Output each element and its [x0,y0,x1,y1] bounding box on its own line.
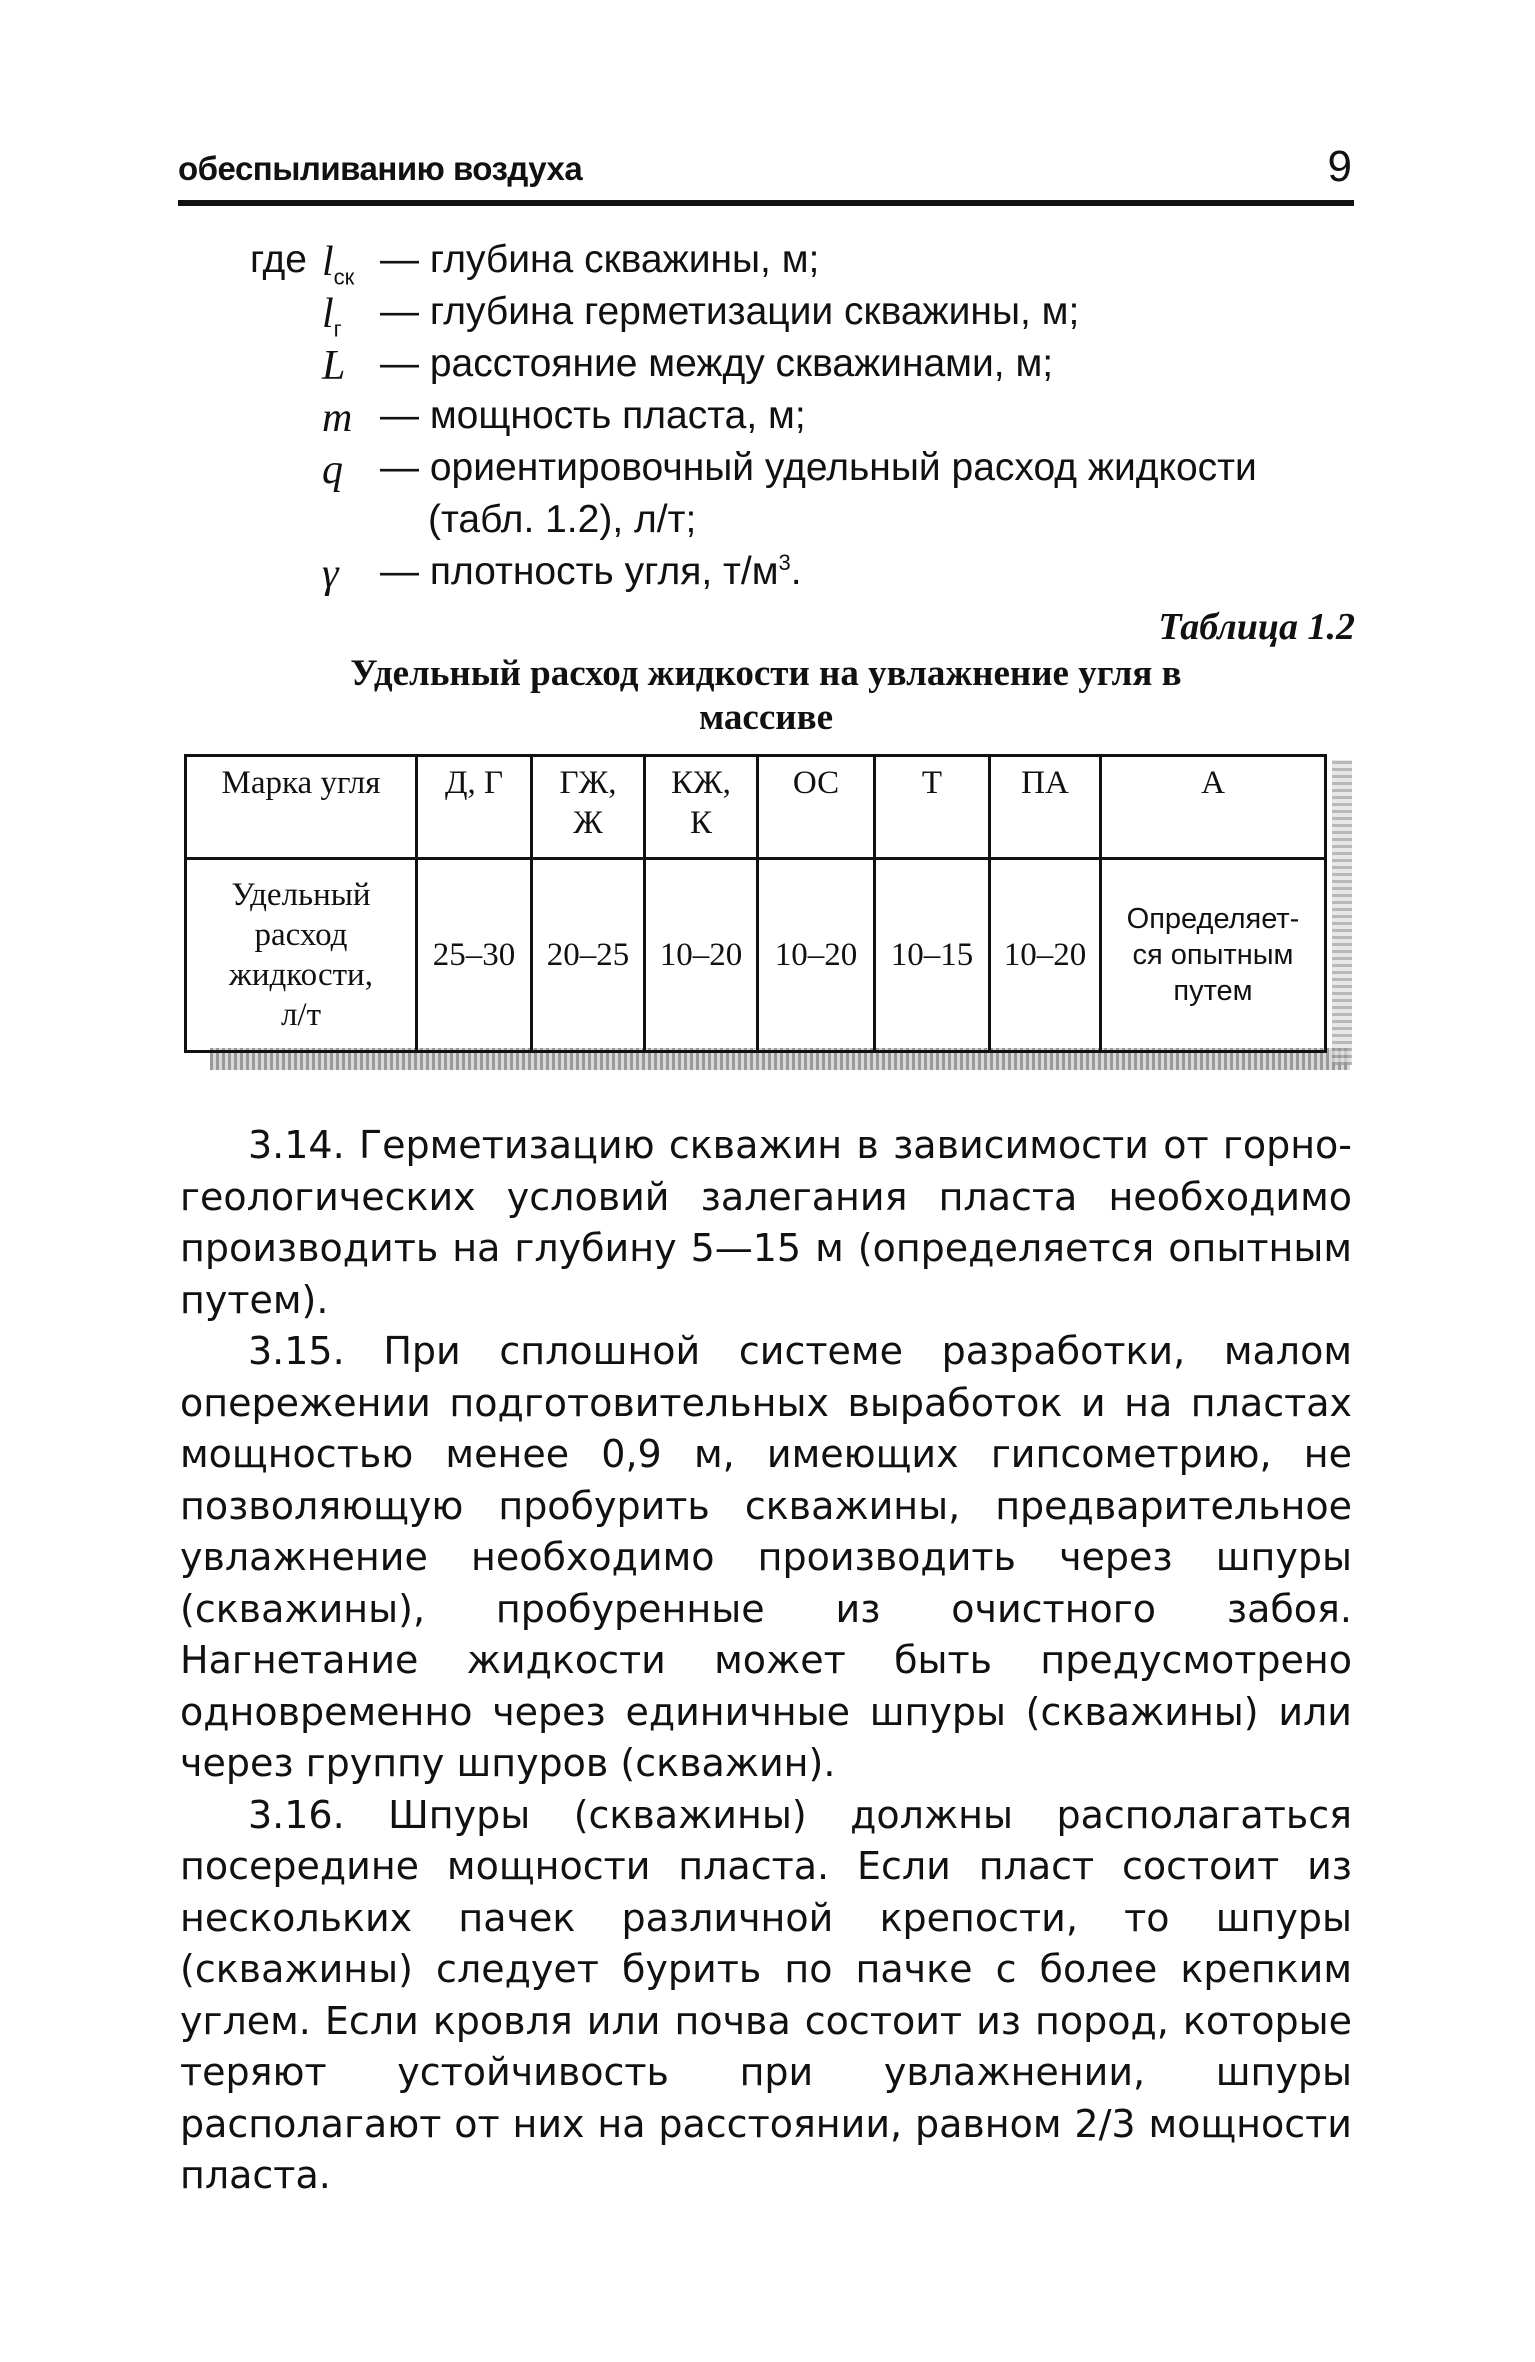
value-cell: 25–30 [417,859,532,1052]
running-title: обеспыливанию воздуха [178,150,583,187]
liquid-consumption-table [184,754,1327,1053]
definition-row [250,446,1360,498]
header-cell: Марка угля [186,756,417,859]
page-number: 9 [1327,142,1352,191]
definition-text: — мощность пласта, м; [380,394,806,437]
header-cell: КЖ, К [645,756,758,859]
value-cell: 10–15 [875,859,990,1052]
header-cell: Д, Г [417,756,532,859]
symbol-definitions [250,238,1360,602]
value-cell: 10–20 [758,859,875,1052]
definition-symbol: L [322,343,346,389]
definition-text: — ориентировочный удельный расход жидкости [380,446,1257,489]
value-cell: 10–20 [990,859,1101,1052]
header-cell: ГЖ, Ж [532,756,645,859]
definition-row [250,550,1360,602]
table-value-row [186,859,1326,1052]
header-cell: ПА [990,756,1101,859]
definition-continuation [250,498,1360,550]
definition-row [250,342,1360,394]
table-title: Удельный расход жидкости на увлажнение угля в массиве [350,653,1182,738]
definition-text: — расстояние между скважинами, м; [380,342,1054,385]
note-cell: Определяет- ся опытным путем [1101,859,1326,1052]
table-scan-shadow-right [1332,760,1352,1065]
definition-text: — плотность угля, $т/м^3$. [380,550,802,593]
definition-text: — глубина герметизации скважины, м; [380,290,1080,333]
header-rule [178,200,1354,206]
paragraph-3-15: 3.15. При сплошной системе разработки, малом опережении подготовительных выработок и на пластах мощностью менее 0,9 м, имеющих гипсометрию, не позволяющую пробурить скважины, предварительное увлажнение необходимо производить через шпуры (скважины), пробуренные из очистного забоя. Нагнетание жидкости может быть предусмотрено одновременно через единичные шпуры (скважины) или через группу шпуров (скважин). [180,1329,1352,1785]
table-label: Таблица 1.2 [1158,606,1355,648]
row-header-cell: Удельный расход жидкости, л/т [186,859,417,1052]
body-text [180,1120,1352,2202]
definition-text: — глубина скважины, м; [380,238,820,281]
definition-text: (табл. 1.2), л/т; [428,498,697,541]
paragraph-3-16: 3.16. Шпуры (скважины) должны располагаться посередине мощности пласта. Если пласт состоит из нескольких пачек различной крепости, то шпуры (скважины) следует бурить по пачке с более крепким углем. Если кровля или почва состоит из пород, которые теряют устойчивость при увлажнении, шпуры располагают от них на расстоянии, равном 2/3 мощности пласта. [180,1792,1352,2197]
definition-row [250,394,1360,446]
page-header [178,142,1352,191]
header-cell: А [1101,756,1326,859]
value-cell: 20–25 [532,859,645,1052]
definition-symbol: q [322,447,343,493]
definition-row [250,290,1360,342]
value-cell: 10–20 [645,859,758,1052]
definition-symbol: γ [322,551,339,597]
header-cell: Т [875,756,990,859]
definition-lead: где [250,238,307,281]
definition-symbol: m [322,395,353,441]
definition-row [250,238,1360,290]
table-header-row [186,756,1326,859]
header-cell: ОС [758,756,875,859]
paragraph-3-14: 3.14. Герметизацию скважин в зависимости от горно-геологических условий залегания пласта необходимо производить на глубину 5—15 м (определяется опытным путем). [180,1123,1352,1322]
definition-symbol: $l_г$ [322,291,342,342]
definition-symbol: $l_{ск}$ [322,239,355,290]
